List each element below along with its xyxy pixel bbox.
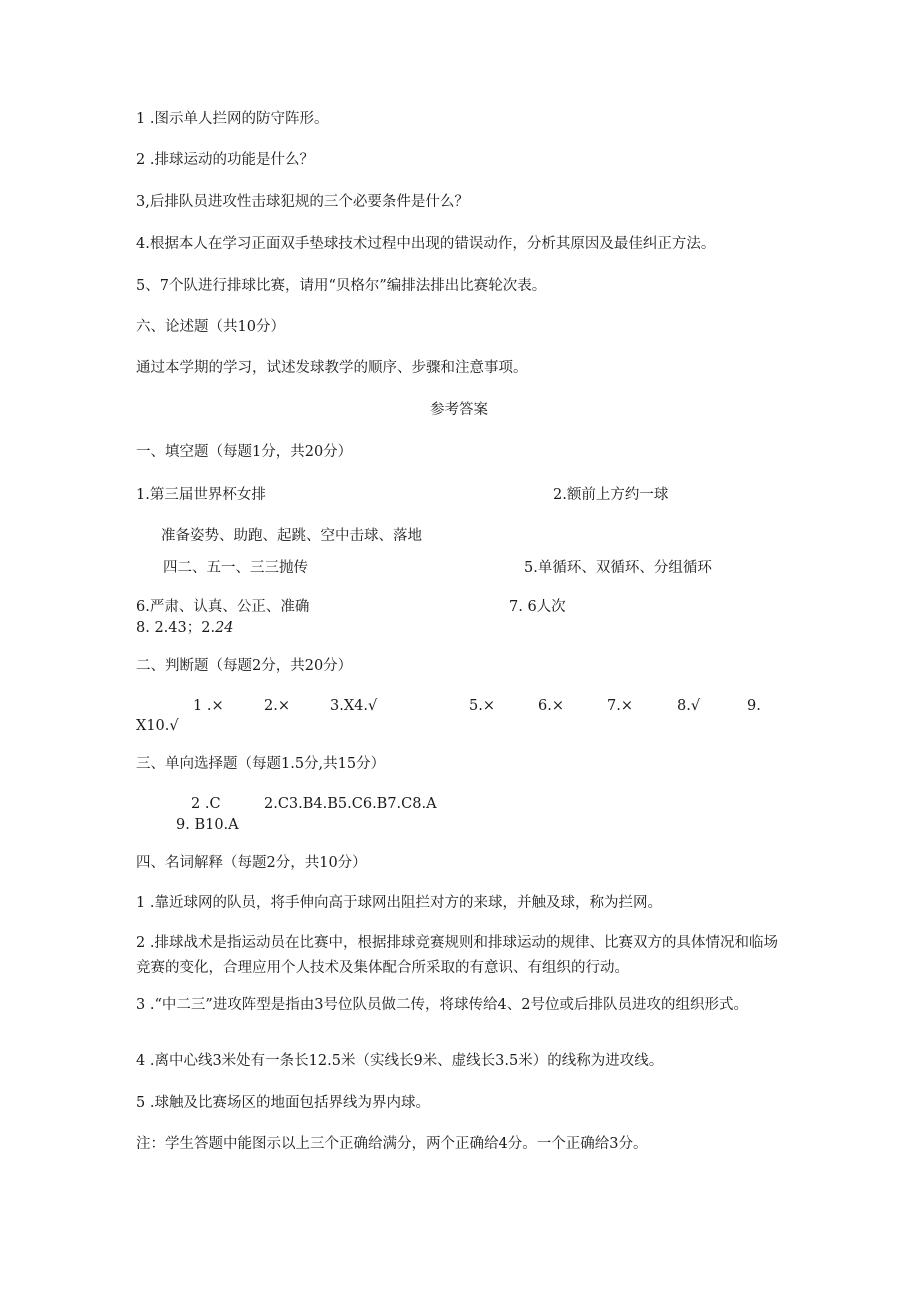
fill-answer-1: 1.第三届世界杯女排 [136, 487, 266, 503]
term-4: 4 .离中心线3米处有一条长12.5米（实线长9米、虚线长3.5米）的线称为进攻线。 [136, 1053, 664, 1069]
judge-item: 9. [747, 698, 761, 714]
judge-item: 2.× [264, 698, 290, 714]
term-5: 5 .球触及比赛场区的地面包括界线为界内球。 [136, 1095, 430, 1111]
choice-line-1b: 2.C3.B4.B5.C6.B7.C8.A [264, 796, 437, 812]
choice-line-2: 9. B10.A [176, 817, 239, 833]
judge-item: 1 .× [193, 698, 224, 714]
terms-heading: 四、名词解释（每题2分，共10分） [136, 855, 367, 871]
judge-item: 6.× [538, 698, 564, 714]
fill-answer-5: 5.单循环、双循环、分组循环 [524, 560, 712, 576]
fill-answer-7: 7. 6人次 [509, 599, 566, 615]
fill-answer-8 [136, 621, 234, 636]
term-1: 1 .靠近球网的队员，将手伸向高于球网出阻拦对方的来球，并触及球，称为拦网。 [136, 895, 662, 911]
fill-answer-8-main: 8. 2.43；2. [136, 620, 216, 636]
question-1: 1 .图示单人拦网的防守阵形。 [136, 111, 329, 127]
term-3: 3 .“中二三”进攻阵型是指由3号位队员做二传，将球传给4、2号位或后排队员进攻的组织形式。 [136, 997, 748, 1013]
judge-item: 5.× [469, 698, 495, 714]
fill-answer-4: 四二、五一、三三抛传 [163, 560, 308, 576]
fill-answer-6: 6.严肃、认真、公正、准确 [136, 599, 310, 615]
fill-answer-2: 2.额前上方约一球 [553, 487, 669, 503]
choice-line-1a: 2 .C [191, 796, 221, 812]
judge-item: 3.X4.√ [330, 698, 378, 714]
fill-answer-8-italic: 24 [215, 620, 234, 636]
term-2: 2 .排球战术是指运动员在比赛中，根据排球竞赛规则和排球运动的规律、比赛双方的具体情况和临场竞赛的变化，合理应用个人技术及集体配合所采取的有意识、有组织的行动。 [136, 935, 778, 976]
question-2: 2 .排球运动的功能是什么？ [136, 152, 314, 168]
judge-tail: X10.√ [136, 718, 179, 734]
judge-heading: 二、判断题（每题2分，共20分） [136, 658, 353, 674]
question-4: 4.根据本人在学习正面双手垫球技术过程中出现的错误动作，分析其原因及最佳纠正方法。 [136, 236, 716, 252]
question-3: 3,后排队员进攻性击球犯规的三个必要条件是什么？ [136, 194, 469, 210]
question-5: 5、7个队进行排球比赛，请用“贝格尔”编排法排出比赛轮次表。 [136, 278, 547, 294]
fill-answer-3: 准备姿势、助跑、起跳、空中击球、落地 [161, 528, 422, 544]
choice-heading: 三、单向选择题（每题1.5分,共15分） [136, 756, 386, 772]
judge-item: 7.× [607, 698, 633, 714]
fill-heading: 一、填空题（每题1分，共20分） [136, 444, 353, 460]
answers-title: 参考答案 [430, 402, 488, 418]
grading-note: 注：学生答题中能图示以上三个正确给满分，两个正确给4分。一个正确给3分。 [136, 1136, 648, 1152]
section-6-heading: 六、论述题（共10分） [136, 319, 285, 335]
judge-item: 8.√ [677, 698, 701, 714]
section-6-question: 通过本学期的学习，试述发球教学的顺序、步骤和注意事项。 [136, 360, 528, 376]
